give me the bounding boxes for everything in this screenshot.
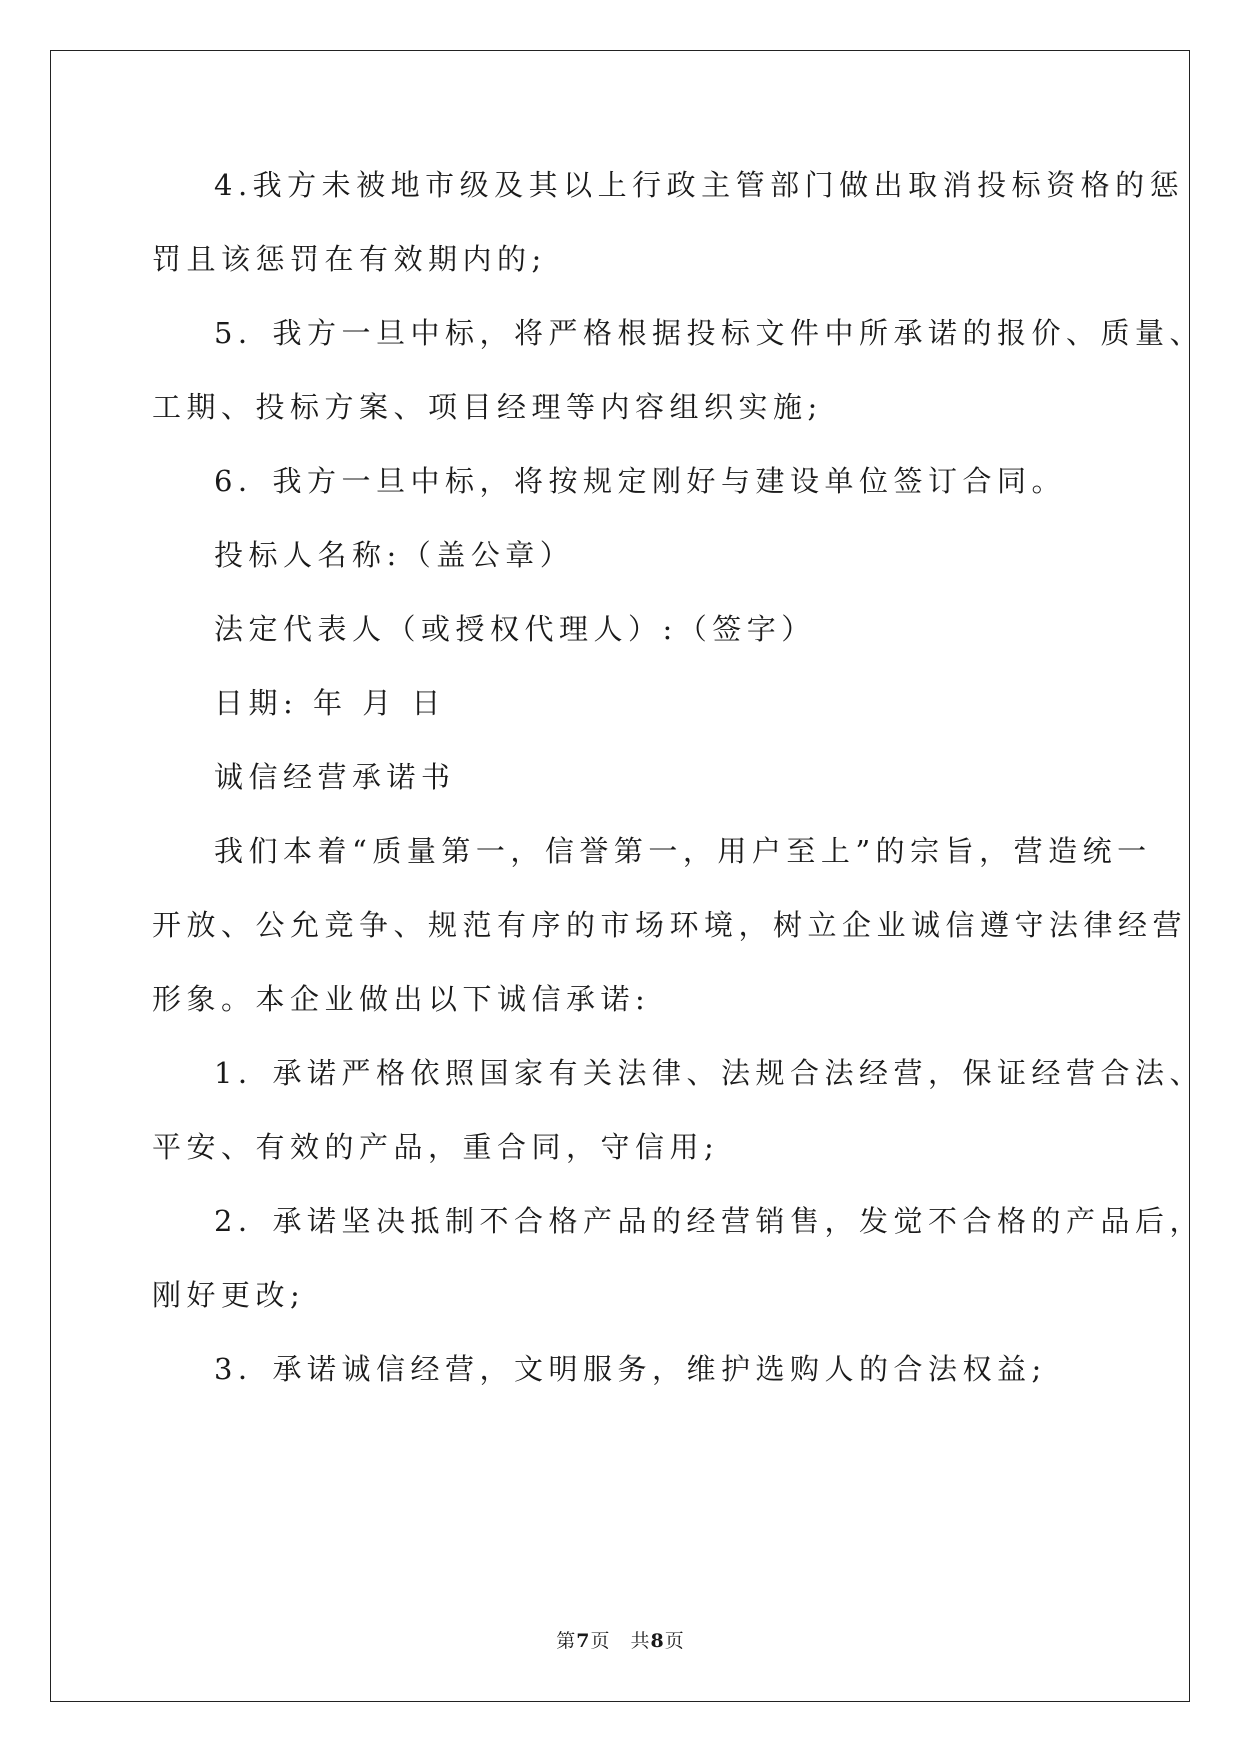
paragraph-line: 4.我方未被地市级及其以上行政主管部门做出取消投标资格的惩	[214, 168, 1185, 202]
page-prefix: 第	[556, 1630, 577, 1652]
page-current: 7	[576, 1630, 591, 1652]
paragraph-line: 形象。本企业做出以下诚信承诺:	[152, 982, 651, 1016]
paragraph-line: 我们本着“质量第一，信誉第一，用户至上”的宗旨，营造统一	[214, 834, 1152, 868]
paragraph-line: 开放、公允竞争、规范有序的市场环境，树立企业诚信遵守法律经营	[152, 908, 1188, 942]
paragraph-line: 罚且该惩罚在有效期内的;	[152, 242, 547, 276]
paragraph-line: 6．我方一旦中标，将按规定刚好与建设单位签订合同。	[214, 464, 1066, 498]
paragraph-line: 3．承诺诚信经营，文明服务，维护选购人的合法权益;	[214, 1352, 1047, 1386]
page-border	[50, 50, 1190, 1702]
page-footer	[0, 1626, 1241, 1653]
paragraph-line: 刚好更改;	[152, 1278, 306, 1312]
page-total: 8	[650, 1630, 665, 1652]
paragraph-line: 工期、投标方案、项目经理等内容组织实施;	[152, 390, 823, 424]
page-suffix: 页	[664, 1630, 685, 1652]
paragraph-line: 2．承诺坚决抵制不合格产品的经营销售，发觉不合格的产品后，	[214, 1204, 1204, 1238]
bidder-name-line: 投标人名称:（盖公章）	[214, 538, 575, 572]
paragraph-line: 1．承诺严格依照国家有关法律、法规合法经营，保证经营合法、	[214, 1056, 1204, 1090]
paragraph-line: 平安、有效的产品，重合同，守信用;	[152, 1130, 720, 1164]
page-mid: 页 共	[590, 1630, 651, 1652]
paragraph-line: 5．我方一旦中标，将严格根据投标文件中所承诺的报价、质量、	[214, 316, 1204, 350]
section-title: 诚信经营承诺书	[214, 760, 456, 794]
date-line: 日期: 年 月 日	[214, 686, 446, 720]
legal-rep-line: 法定代表人（或授权代理人）:（签字）	[214, 612, 816, 646]
